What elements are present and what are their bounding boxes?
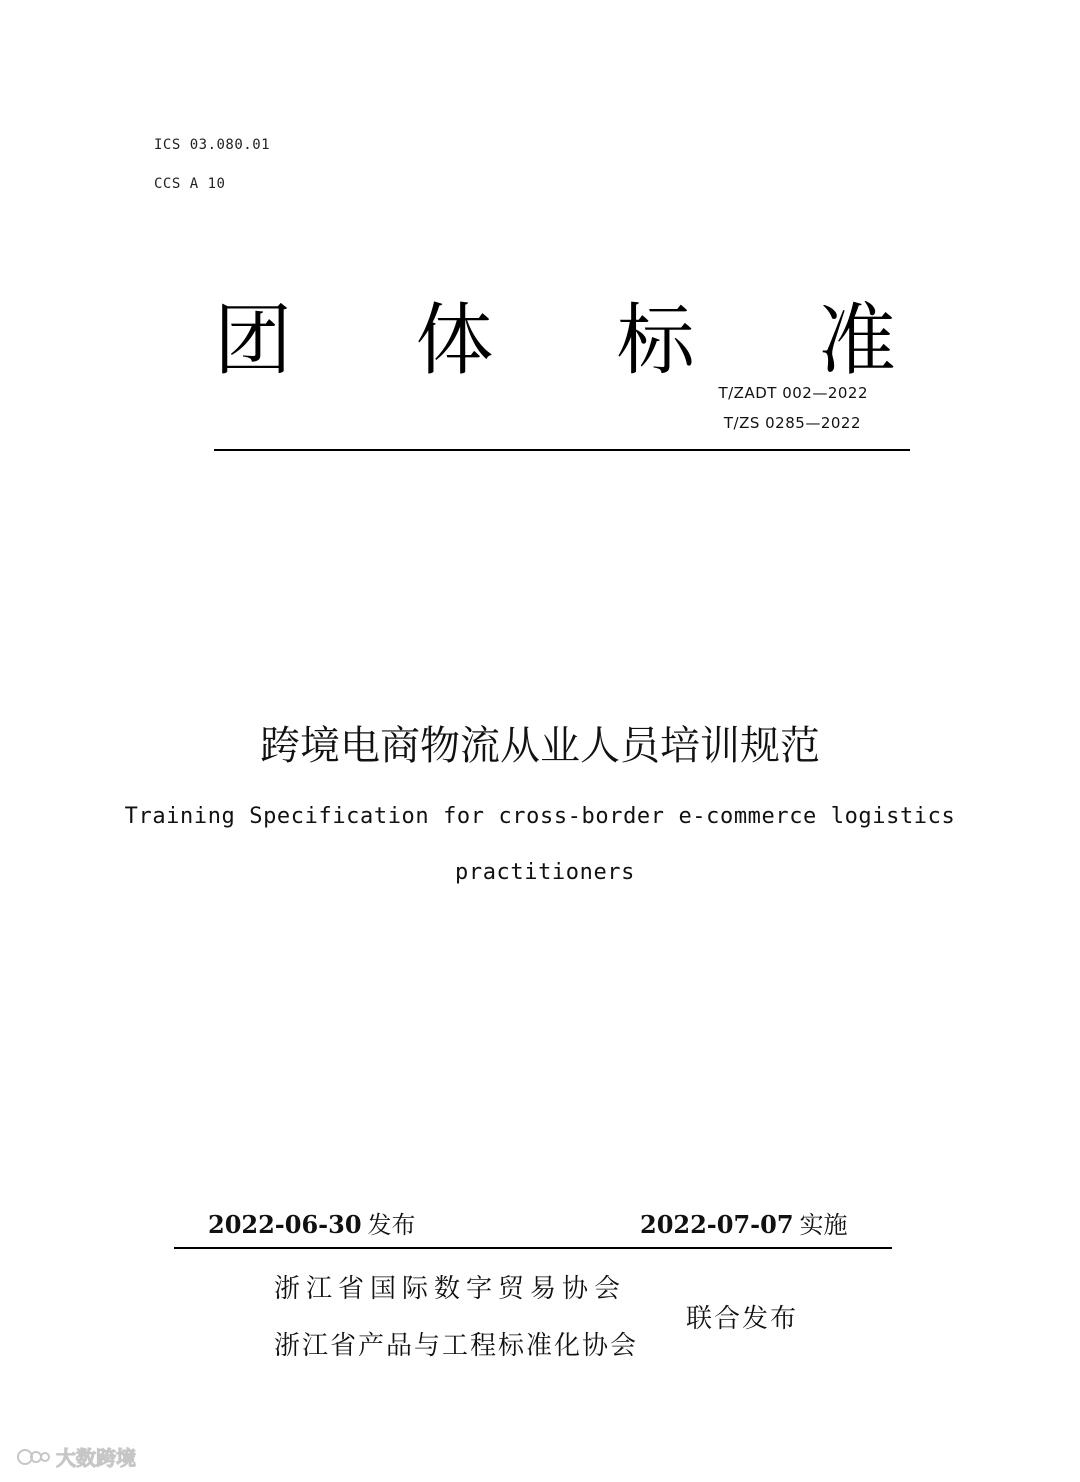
watermark — [16, 1442, 136, 1471]
top-divider — [214, 449, 910, 451]
issuer-org-1: 浙江省国际数字贸易协会 — [274, 1274, 627, 1304]
joint-issue-label: 联合发布 — [686, 1304, 799, 1334]
publish-date — [208, 1205, 416, 1240]
watermark-text: 大数跨境 — [56, 1446, 136, 1470]
document-title-en-line-1: Training Specification for cross-border e-commerce logistics — [124, 804, 956, 829]
standard-number-secondary: T/ZS 0285—2022 — [723, 414, 861, 432]
document-title-en-line-2: practitioners — [455, 860, 635, 885]
standard-type-char: 体 — [415, 296, 494, 386]
standard-type-char: 准 — [817, 296, 896, 386]
implement-date — [640, 1205, 848, 1240]
publish-date-label: 发布 — [367, 1211, 416, 1239]
standard-number-primary: T/ZADT 002—2022 — [718, 384, 868, 402]
standard-type-heading — [210, 298, 900, 384]
standard-type-char: 标 — [616, 296, 695, 386]
ics-code: ICS 03.080.01 — [154, 137, 271, 153]
issuer-org-2: 浙江省产品与工程标准化协会 — [274, 1331, 639, 1361]
watermark-logo-icon — [16, 1444, 50, 1470]
document-title-zh: 跨境电商物流从业人员培训规范 — [260, 723, 820, 769]
bottom-divider — [174, 1247, 892, 1249]
publish-date-value: 2022-06-30 — [208, 1210, 362, 1239]
standard-type-char: 团 — [213, 296, 292, 386]
implement-date-label: 实施 — [799, 1211, 848, 1239]
ccs-code: CCS A 10 — [154, 176, 226, 192]
implement-date-value: 2022-07-07 — [640, 1210, 794, 1239]
